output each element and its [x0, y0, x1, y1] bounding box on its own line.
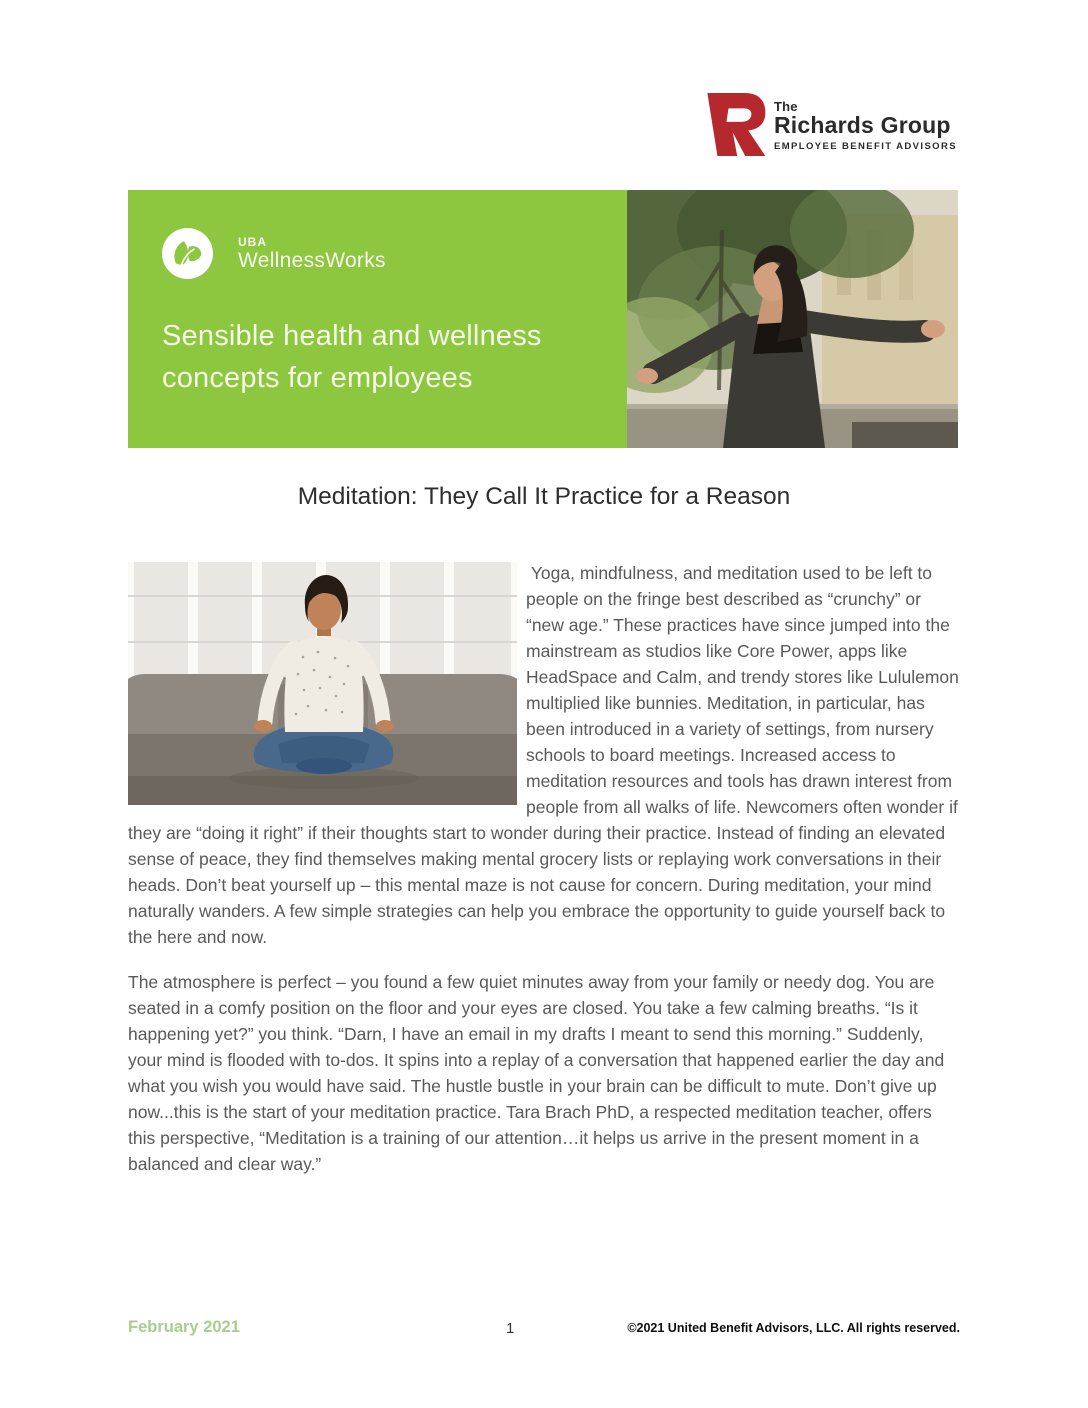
richards-logo-text [774, 88, 957, 152]
page-footer [128, 1318, 960, 1344]
paragraph-1: Yoga, mindfulness, and meditation used to be left to people on the fringe best described as “crunchy” or “new age.” These practices have since jumped into the mainstream as studios like Core Power, apps like HeadSpace and Calm, and trendy stores like Lululemon multiplied like bunnies. Meditation, in particular, has been introduced in a variety of settings, from nursery schools to board meetings. Increased access to meditation resources and tools has drawn interest from people from all walks of life. Newcomers often wonder if they are “doing it right” if their thoughts start to wonder during their practice. Instead of finding an elevated sense of peace, they find themselves making mental grocery lists or replaying work conversations in their heads. Don’t beat yourself up – this mental maze is not cause for concern. During meditation, your mind naturally wanders. A few simple strategies can help you embrace the opportunity to guide yourself back to the here and now. [128, 563, 959, 947]
article-body [128, 560, 960, 1177]
richards-r-icon [699, 88, 766, 161]
footer-copyright: ©2021 United Benefit Advisors, LLC. All rights reserved. [627, 1321, 960, 1335]
uba-brand-row [162, 228, 607, 279]
meditation-photo [128, 562, 517, 805]
footer-page-number: 1 [506, 1320, 515, 1337]
logo-the: The [774, 99, 798, 114]
banner-headline [162, 315, 607, 399]
paragraph-2: The atmosphere is perfect – you found a few quiet minutes away from your family or needy dog. You are seated in a comfy position on the floor and your eyes are closed. You take a few calming breaths. “Is it happening yet?” you think. “Darn, I have an email in my drafts I meant to send this morning.” Suddenly, your mind is flooded with to-dos. It spins into a replay of a conversation that happened earlier the day and what you wish you would have said. The hustle bustle in your brain can be difficult to mute. Don’t give up now...this is the start of your meditation practice. Tara Brach PhD, a respected meditation teacher, offers this perspective, “Meditation is a training of our attention…it helps us arrive in the present moment in a balanced and clear way.” [128, 972, 945, 1174]
uba-wordmark [238, 235, 386, 273]
article-title: Meditation: They Call It Practice for a Reason [297, 483, 791, 510]
logo-tagline: EMPLOYEE BENEFIT ADVISORS [774, 141, 957, 152]
wellnessworks-label: WellnessWorks [238, 248, 386, 272]
uba-label: UBA [238, 234, 267, 249]
logo-name: Richards Group [774, 112, 951, 138]
banner-green-panel [128, 190, 627, 448]
wellnessworks-banner [128, 190, 958, 448]
banner-photo [627, 190, 958, 448]
banner-headline-line2: concepts for employees [162, 362, 473, 394]
footer-date: February 2021 [128, 1318, 240, 1336]
leaf-icon [162, 228, 213, 279]
richards-group-logo [699, 88, 957, 161]
banner-headline-line1: Sensible health and wellness [162, 320, 542, 352]
